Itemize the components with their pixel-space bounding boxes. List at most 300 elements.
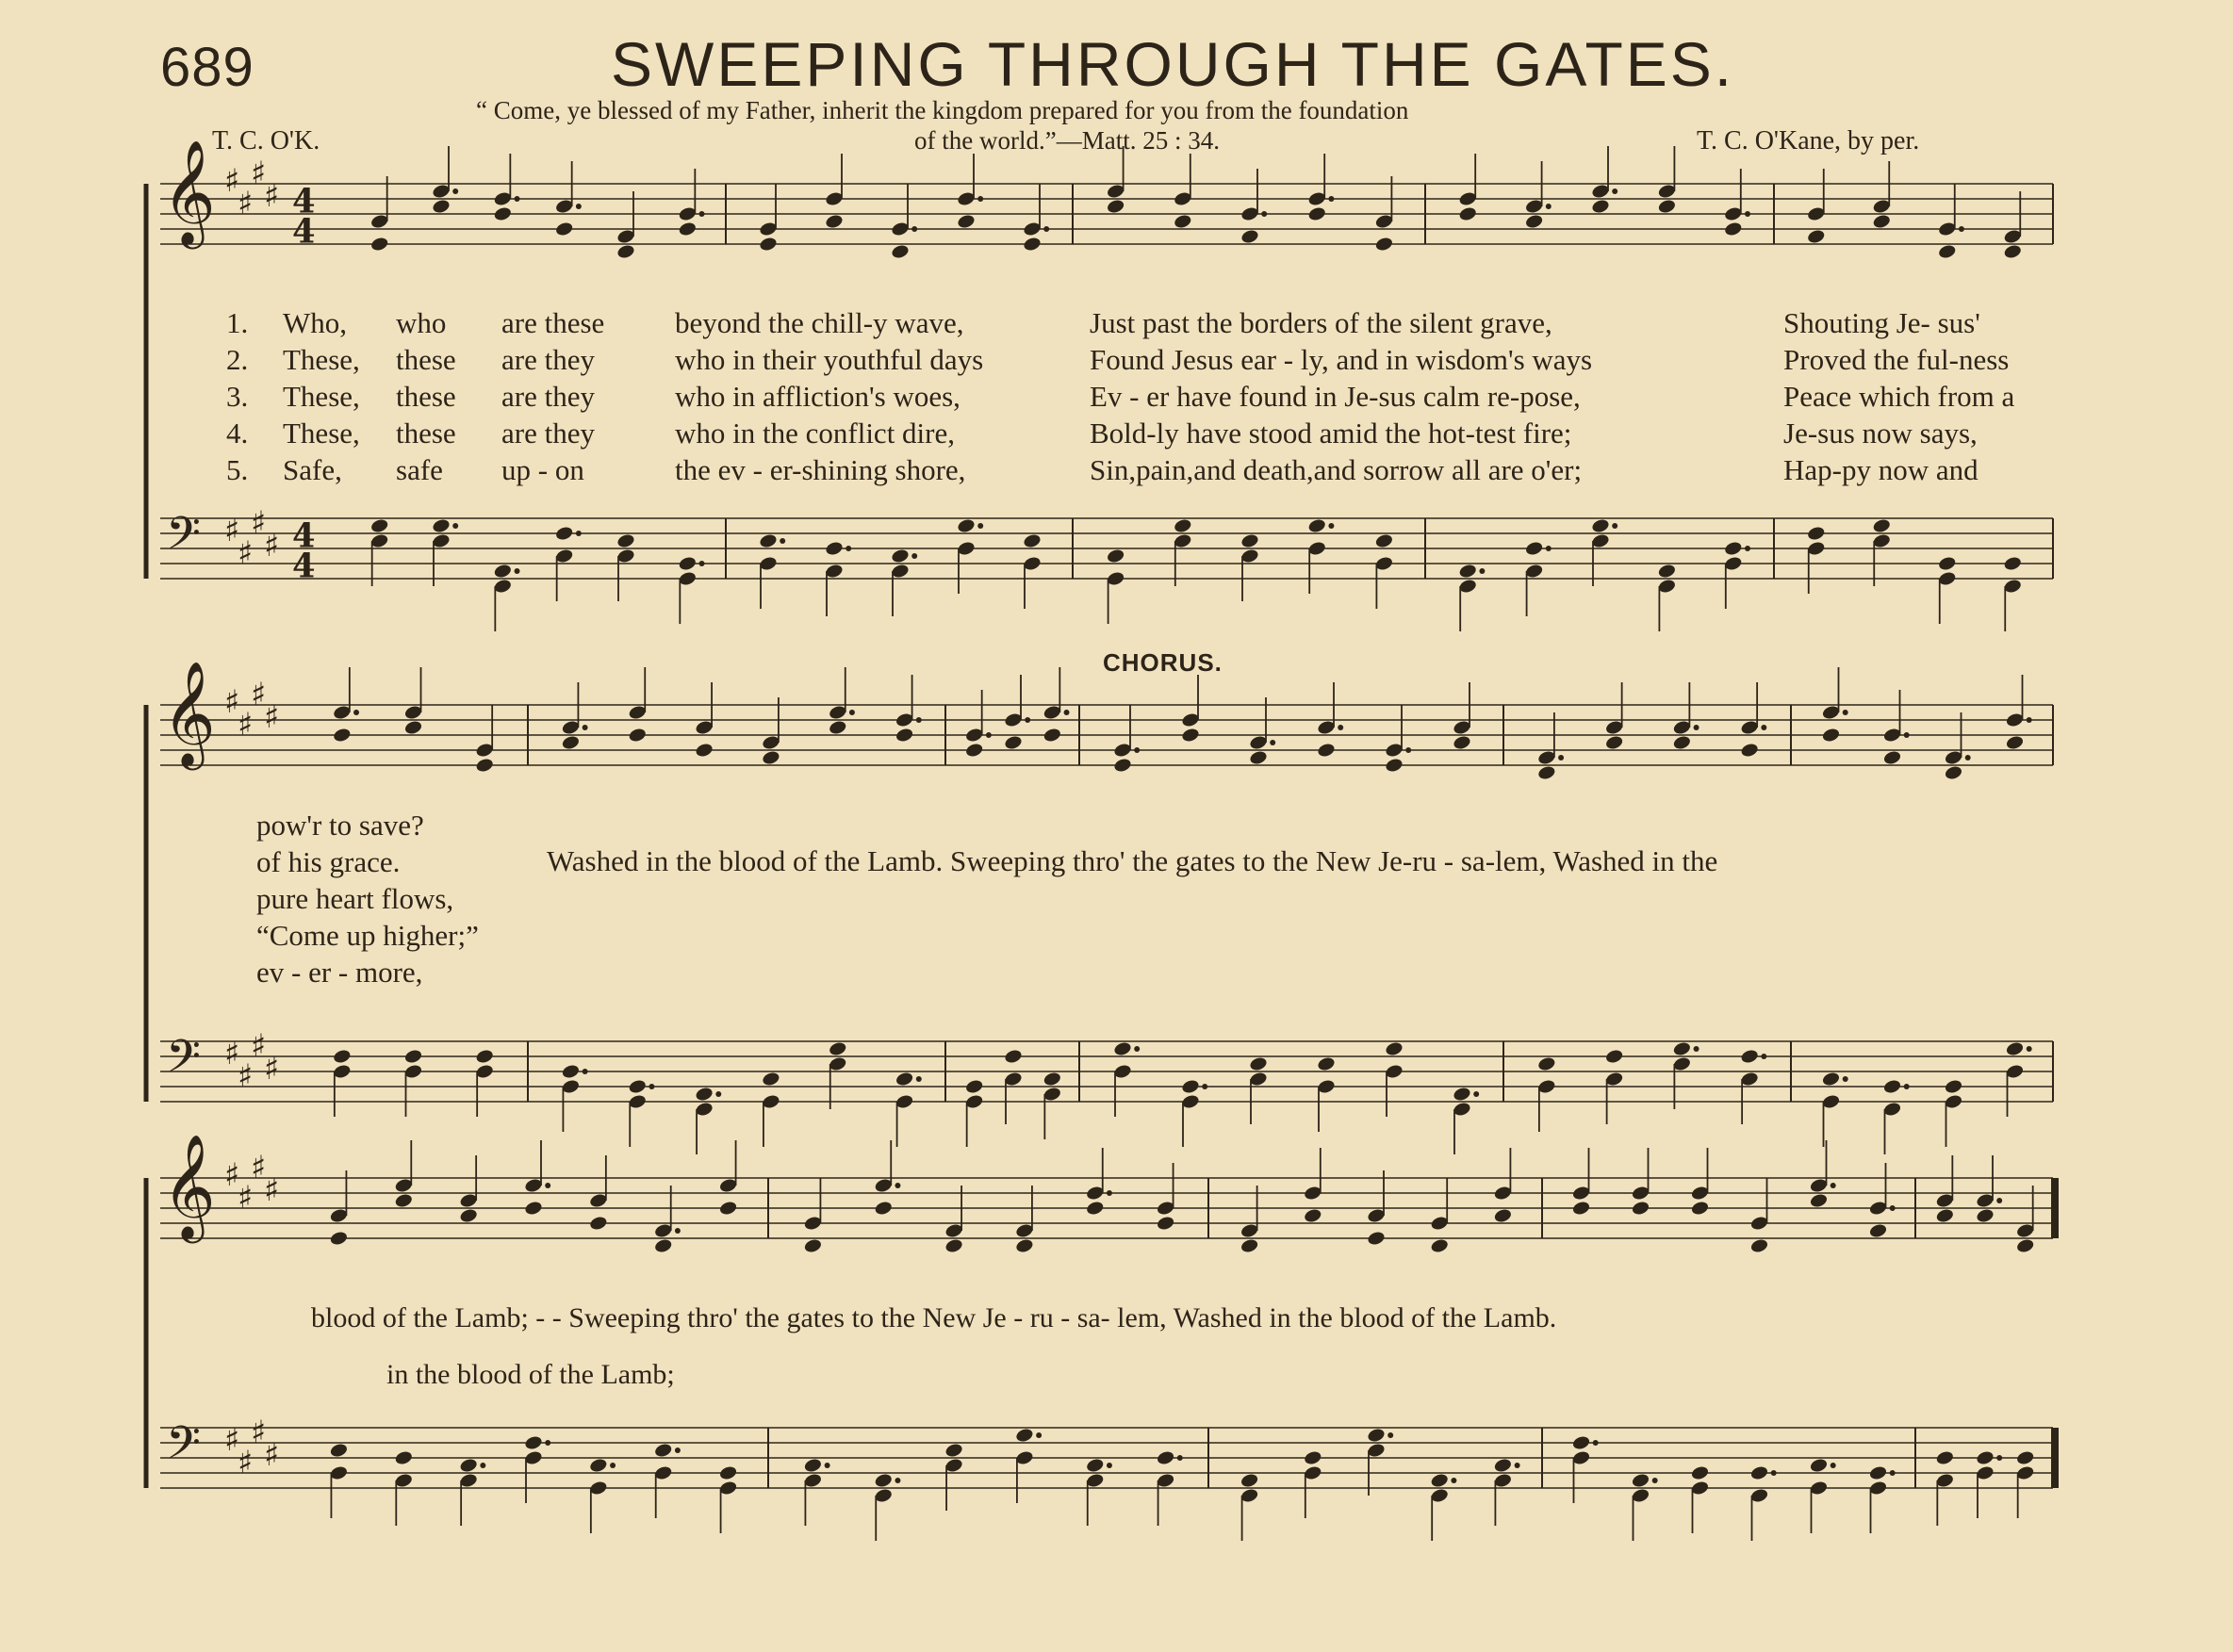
verse-text-d: beyond the chill-y wave,: [675, 306, 964, 339]
note-head: [895, 727, 914, 743]
note-head: [1004, 734, 1024, 750]
dot: [1612, 188, 1617, 194]
dot: [583, 1069, 588, 1074]
dot: [916, 1076, 922, 1082]
time-signature: 4: [292, 516, 316, 556]
note-head: [695, 1086, 714, 1102]
note-head: [329, 1442, 349, 1458]
note-head: [678, 555, 698, 571]
note-head: [2015, 1237, 2035, 1253]
note-head: [524, 1200, 544, 1216]
dot: [849, 710, 855, 715]
note-head: [1937, 243, 1957, 259]
dot: [977, 196, 983, 202]
dot: [452, 188, 458, 194]
dot: [1652, 1478, 1658, 1483]
note-head: [403, 719, 423, 735]
note-head: [1106, 198, 1125, 214]
note-head: [524, 1434, 544, 1450]
note-head: [895, 1071, 914, 1087]
note-head: [1367, 1427, 1387, 1443]
verse-text-e: Ev - er have found in Je-sus calm re-pose,: [1090, 380, 1581, 413]
note-head: [369, 236, 389, 252]
note-head: [1303, 1207, 1322, 1223]
dot: [1473, 1091, 1479, 1097]
note-head: [759, 236, 779, 252]
note-head: [1723, 540, 1743, 556]
sharp-sign: ♯: [224, 1156, 240, 1193]
note-head: [616, 532, 636, 548]
note-head: [459, 1207, 479, 1223]
sharp-sign: ♯: [251, 1414, 267, 1450]
verse-text-e: Sin,pain,and death,and sorrow all are o'er;: [1090, 453, 1583, 486]
dot: [2027, 1046, 2032, 1052]
final-bar: [2051, 1178, 2059, 1238]
verse-text-d: who in affliction's woes,: [675, 380, 961, 413]
note-head: [891, 548, 911, 564]
note-head: [589, 1215, 609, 1231]
note-head: [332, 1048, 352, 1064]
note-head: [1106, 548, 1125, 564]
dot: [675, 1228, 681, 1234]
note-head: [1935, 1207, 1955, 1223]
dot: [1451, 1478, 1456, 1483]
dot: [1177, 1455, 1183, 1461]
note-head: [1374, 236, 1394, 252]
sharp-sign: ♯: [238, 534, 254, 571]
note-head: [459, 1457, 479, 1473]
sharp-sign: ♯: [224, 1421, 240, 1458]
note-head: [1571, 1434, 1591, 1450]
sharp-sign: ♯: [238, 1057, 254, 1094]
treble-clef-icon: 𝄞: [162, 139, 216, 245]
dot: [1694, 1046, 1699, 1052]
note-head: [1806, 525, 1826, 541]
note-head: [493, 205, 513, 221]
dot: [675, 1448, 681, 1453]
note-head: [874, 1472, 894, 1488]
note-head: [493, 563, 513, 579]
verse-text-num: 1.: [226, 306, 249, 339]
note-head: [762, 749, 781, 765]
verse-text-f: Hap-py now and: [1783, 453, 1979, 486]
note-head: [589, 1457, 609, 1473]
dot: [780, 538, 785, 544]
note-head: [1537, 764, 1557, 780]
dot: [1328, 523, 1334, 529]
note-head: [1872, 517, 1892, 533]
dot: [649, 1084, 654, 1089]
note-head: [1749, 1237, 1769, 1253]
dot: [916, 717, 922, 723]
note-head: [1303, 1449, 1322, 1465]
sharp-sign: ♯: [264, 1436, 280, 1473]
note-head: [1809, 1192, 1829, 1208]
note-head: [1872, 213, 1892, 229]
time-signature: 4: [292, 182, 316, 221]
note-head: [1604, 1048, 1624, 1064]
note-head: [1976, 1207, 1995, 1223]
note-head: [628, 1078, 648, 1094]
sharp-sign: ♯: [238, 1444, 254, 1480]
note-head: [957, 517, 977, 533]
chorus-lyric-line-1: Washed in the blood of the Lamb. Sweeping thro' the gates to the New Je-ru - sa-lem, Washed in the: [547, 844, 1718, 877]
note-head: [874, 1200, 894, 1216]
verse-text-b: these: [396, 417, 456, 450]
note-head: [1015, 1427, 1035, 1443]
note-head: [803, 1457, 823, 1473]
dot: [515, 568, 520, 574]
verse-text-d: who in their youthful days: [675, 343, 984, 376]
note-head: [1004, 1048, 1024, 1064]
note-head: [475, 757, 495, 773]
dot: [911, 226, 917, 232]
dot: [1890, 1205, 1896, 1211]
dot: [1270, 740, 1275, 745]
note-head: [964, 1078, 984, 1094]
dot: [1831, 1183, 1836, 1188]
chorus-lyric-line-3: in the blood of the Lamb;: [386, 1359, 675, 1390]
note-head: [1937, 555, 1957, 571]
sharp-sign: ♯: [238, 185, 254, 221]
treble-clef-icon: 𝄞: [162, 1133, 216, 1239]
dot: [1965, 755, 1971, 761]
note-head: [1524, 540, 1544, 556]
note-head: [1740, 1048, 1760, 1064]
note-head: [1113, 1040, 1133, 1056]
note-head: [1604, 734, 1624, 750]
note-head: [1493, 1457, 1513, 1473]
note-head: [1240, 1237, 1259, 1253]
note-head: [891, 243, 911, 259]
verse-text-b: these: [396, 380, 456, 413]
dot: [1904, 732, 1910, 738]
dot: [576, 204, 582, 209]
chorus-lyric-line-2: blood of the Lamb; - - Sweeping thro' the gates to the New Je - ru - sa- lem, Washed in the blood of the Lamb.: [311, 1302, 1557, 1333]
note-head: [1374, 532, 1394, 548]
dot: [1202, 1084, 1207, 1089]
dot: [1761, 1054, 1766, 1059]
verse-text-a: These,: [283, 343, 360, 376]
note-head: [1935, 1449, 1955, 1465]
dot: [1546, 546, 1552, 551]
verse-continuation: pow'r to save?: [256, 809, 424, 842]
hymn-number: 689: [160, 37, 254, 98]
note-head: [1307, 517, 1327, 533]
note-head: [653, 1442, 673, 1458]
note-head: [561, 1063, 581, 1079]
dot: [1515, 1463, 1520, 1468]
final-bar: [2051, 1428, 2059, 1488]
note-head: [554, 525, 574, 541]
note-head: [1015, 1237, 1035, 1253]
dot: [1558, 755, 1564, 761]
dot: [1612, 523, 1617, 529]
note-head: [432, 198, 452, 214]
note-head: [1657, 198, 1677, 214]
note-head: [2005, 734, 2025, 750]
note-head: [1821, 727, 1841, 743]
verse-text-c: are they: [501, 417, 595, 450]
note-head: [1657, 563, 1677, 579]
treble-clef-icon: 𝄞: [162, 660, 216, 766]
note-head: [2003, 243, 2023, 259]
bass-clef-icon: 𝄢: [166, 1030, 202, 1094]
note-head: [1690, 1200, 1710, 1216]
note-head: [1591, 198, 1611, 214]
note-head: [554, 221, 574, 237]
dot: [1328, 196, 1334, 202]
hymn-title: SWEEPING THROUGH THE GATES.: [611, 29, 1735, 99]
sharp-sign: ♯: [264, 1050, 280, 1087]
note-head: [1524, 213, 1544, 229]
note-head: [561, 734, 581, 750]
note-head: [1821, 1071, 1841, 1087]
dot: [1593, 1440, 1599, 1446]
dot: [846, 546, 851, 551]
note-head: [1882, 749, 1902, 765]
dot: [1405, 747, 1411, 753]
dot: [1546, 204, 1552, 209]
dot: [1904, 1084, 1910, 1089]
note-head: [1307, 205, 1327, 221]
note-head: [1085, 1457, 1105, 1473]
note-head: [1023, 532, 1043, 548]
sharp-sign: ♯: [251, 1027, 267, 1064]
note-head: [1173, 213, 1192, 229]
dot: [1064, 710, 1070, 715]
sharp-sign: ♯: [264, 177, 280, 214]
note-head: [1156, 1449, 1175, 1465]
note-head: [394, 1192, 414, 1208]
sharp-sign: ♯: [224, 512, 240, 548]
note-head: [1085, 1200, 1105, 1216]
composer-credit: T. C. O'Kane, by per.: [1697, 126, 1920, 155]
note-head: [1430, 1472, 1450, 1488]
note-head: [1631, 1472, 1650, 1488]
dot: [1890, 1470, 1896, 1476]
verse-continuation: of his grace.: [256, 845, 401, 878]
verse-text-num: 5.: [226, 453, 249, 486]
note-head: [1944, 764, 1963, 780]
dot: [1134, 1046, 1140, 1052]
lyricist-credit: T. C. O'K.: [212, 126, 320, 155]
sharp-sign: ♯: [264, 1171, 280, 1208]
verse-text-c: are they: [501, 380, 595, 413]
sharp-sign: ♯: [251, 504, 267, 541]
note-head: [2015, 1449, 2035, 1465]
dot: [1843, 710, 1848, 715]
dot: [1771, 1470, 1777, 1476]
note-head: [1453, 734, 1472, 750]
epigraph-line-2: of the world.”—Matt. 25 : 34.: [914, 126, 1220, 155]
verse-text-a: Safe,: [283, 453, 342, 486]
time-signature: 4: [292, 212, 316, 252]
dot: [480, 1463, 485, 1468]
note-head: [1173, 517, 1192, 533]
dot: [1996, 1198, 2002, 1203]
note-head: [825, 540, 845, 556]
note-head: [1181, 1078, 1201, 1094]
note-head: [1249, 749, 1269, 765]
dot: [545, 1440, 550, 1446]
note-head: [1385, 757, 1404, 773]
dot: [911, 553, 917, 559]
dot: [1745, 211, 1750, 217]
sharp-sign: ♯: [251, 155, 267, 191]
note-head: [1944, 1078, 1963, 1094]
note-head: [828, 719, 847, 735]
dot: [699, 211, 705, 217]
note-head: [628, 727, 648, 743]
note-head: [678, 221, 698, 237]
note-head: [653, 1237, 673, 1253]
note-head: [828, 1040, 847, 1056]
verse-text-f: Shouting Je- sus': [1783, 306, 1980, 339]
note-head: [1156, 1215, 1175, 1231]
note-head: [718, 1464, 738, 1480]
dot: [515, 196, 520, 202]
verse-text-f: Proved the ful-ness: [1783, 343, 2010, 376]
note-head: [1806, 228, 1826, 244]
sharp-sign: ♯: [238, 1179, 254, 1216]
dot: [699, 561, 705, 566]
verse-text-f: Peace which from a: [1783, 380, 2015, 413]
dot: [1107, 1463, 1112, 1468]
dot: [1959, 226, 1964, 232]
note-head: [1882, 1078, 1902, 1094]
note-head: [1317, 1055, 1337, 1071]
note-head: [1809, 1457, 1829, 1473]
dot: [576, 531, 582, 536]
dot: [1036, 1432, 1042, 1438]
note-head: [1043, 1071, 1062, 1087]
verse-text-b: these: [396, 343, 456, 376]
note-head: [1458, 205, 1478, 221]
dot: [452, 523, 458, 529]
note-head: [1181, 727, 1201, 743]
dot: [825, 1463, 830, 1468]
note-head: [1868, 1464, 1888, 1480]
dot: [1387, 1432, 1393, 1438]
note-head: [1571, 1200, 1591, 1216]
note-head: [718, 1200, 738, 1216]
dot: [1745, 546, 1750, 551]
sharp-sign: ♯: [251, 676, 267, 712]
verse-text-c: are these: [501, 306, 605, 339]
time-signature: 4: [292, 547, 316, 586]
dot: [1479, 568, 1485, 574]
note-head: [1317, 742, 1337, 758]
note-head: [1249, 1055, 1269, 1071]
dot: [2027, 717, 2032, 723]
dot: [715, 1091, 721, 1097]
bass-clef-icon: 𝄢: [166, 507, 202, 571]
note-head: [1672, 1040, 1692, 1056]
note-head: [1690, 1464, 1710, 1480]
dot: [1843, 1076, 1848, 1082]
verse-text-f: Je-sus now says,: [1783, 417, 1978, 450]
sharp-sign: ♯: [224, 162, 240, 199]
epigraph-line-1: “ Come, ye blessed of my Father, inherit the kingdom prepared for you from the foundation: [476, 96, 1409, 124]
note-head: [1723, 221, 1743, 237]
dot: [1831, 1463, 1836, 1468]
note-head: [1240, 228, 1260, 244]
sharp-sign: ♯: [264, 527, 280, 564]
note-head: [616, 243, 636, 259]
dot: [545, 1183, 550, 1188]
dot: [1694, 725, 1699, 730]
note-head: [332, 727, 352, 743]
verse-text-b: safe: [396, 453, 443, 486]
note-head: [369, 517, 389, 533]
note-head: [1740, 742, 1760, 758]
verse-text-a: These,: [283, 380, 360, 413]
bass-clef-icon: 𝄢: [166, 1416, 202, 1480]
dot: [986, 732, 992, 738]
verse-text-a: Who,: [283, 306, 348, 339]
note-head: [329, 1230, 349, 1246]
dot: [610, 1463, 616, 1468]
dot: [1134, 747, 1140, 753]
note-head: [762, 1071, 781, 1087]
sharp-sign: ♯: [264, 698, 280, 735]
verse-text-e: Just past the borders of the silent grave,: [1090, 306, 1552, 339]
dot: [895, 1478, 900, 1483]
verse-text-num: 4.: [226, 417, 249, 450]
dot: [353, 710, 359, 715]
note-head: [1868, 1222, 1888, 1238]
note-head: [1631, 1200, 1650, 1216]
note-head: [759, 532, 779, 548]
note-head: [2005, 1040, 2025, 1056]
verse-text-num: 2.: [226, 343, 249, 376]
note-head: [1672, 734, 1692, 750]
sharp-sign: ♯: [224, 683, 240, 720]
note-head: [1043, 727, 1062, 743]
note-head: [1023, 236, 1043, 252]
verse-text-d: who in the conflict dire,: [675, 417, 955, 450]
note-head: [1458, 563, 1478, 579]
note-head: [944, 1442, 964, 1458]
note-head: [1493, 1207, 1513, 1223]
note-head: [1749, 1464, 1769, 1480]
note-head: [1453, 1086, 1472, 1102]
note-head: [1591, 517, 1611, 533]
dot: [583, 725, 588, 730]
note-head: [1976, 1449, 1995, 1465]
dot: [977, 523, 983, 529]
note-head: [1113, 757, 1133, 773]
note-head: [2003, 555, 2023, 571]
note-head: [394, 1449, 414, 1465]
verse-text-c: up - on: [501, 453, 584, 486]
dot: [1761, 725, 1766, 730]
note-head: [1537, 1055, 1557, 1071]
verse-continuation: pure heart flows,: [256, 882, 454, 915]
dot: [1338, 725, 1343, 730]
note-head: [432, 517, 452, 533]
verse-text-c: are they: [501, 343, 595, 376]
dot: [1107, 1190, 1112, 1196]
sharp-sign: ♯: [238, 706, 254, 743]
dot: [1025, 717, 1030, 723]
note-head: [1367, 1230, 1387, 1246]
note-head: [825, 213, 845, 229]
note-head: [475, 1048, 495, 1064]
note-head: [403, 1048, 423, 1064]
verse-text-a: These,: [283, 417, 360, 450]
